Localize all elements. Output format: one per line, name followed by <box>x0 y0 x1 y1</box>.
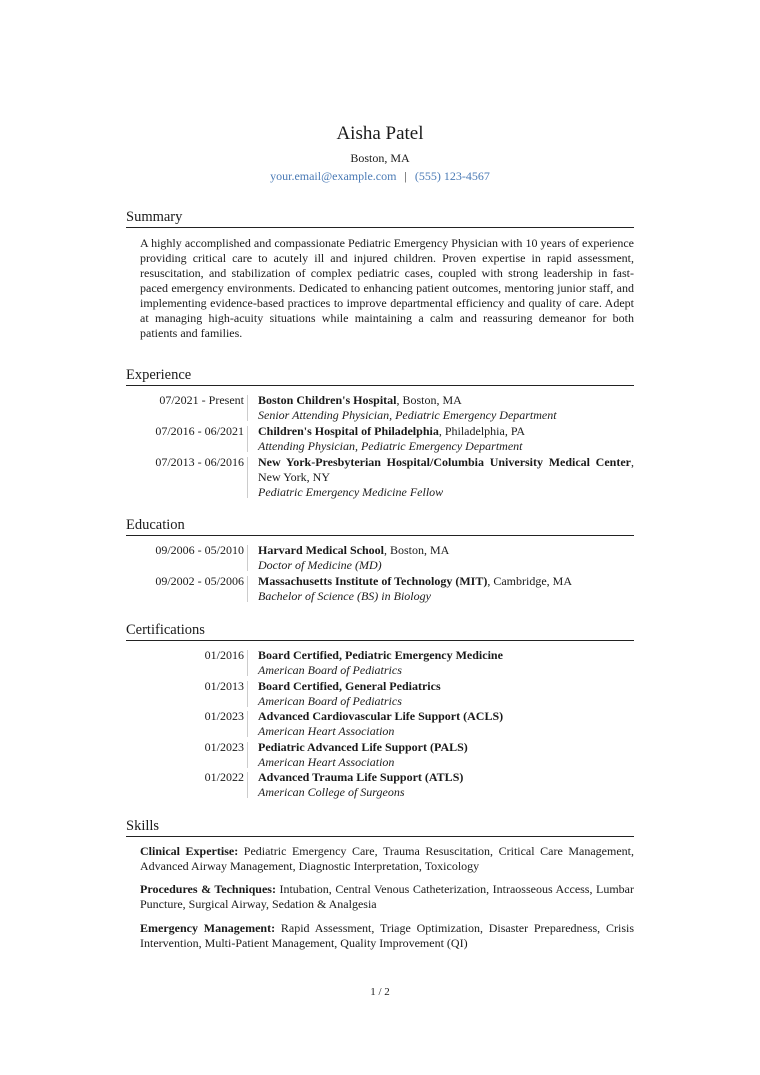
certification-entry <box>258 770 634 800</box>
skill-group <box>140 882 634 912</box>
job-title: Pediatric Emergency Medicine Fellow <box>258 485 444 499</box>
experience-entry <box>258 424 634 454</box>
experience-date: 07/2021 - Present <box>159 393 244 407</box>
skill-group <box>140 921 634 951</box>
summary-text: A highly accomplished and compassionate Pediatric Emergency Physician with 10 years of experience providing critical care to acutely ill and injured children. Proven expertise in rapid assessment, resuscitation, and stabilization of complex pediatric cases, coupled with strong leadership in fast-paced emergency environments. Dedicated to enhancing patient outcomes, mentoring junior staff, and implementing evidence-based practices to improve departmental efficiency and quality of care. Adept at managing high-acuity situations while maintaining a calm and reassuring demeanor for both patients and families. <box>140 236 634 340</box>
employer-name: Boston Children's Hospital <box>258 393 397 407</box>
entry-divider <box>247 395 248 421</box>
certification-entry <box>258 648 634 678</box>
certification-name: Board Certified, Pediatric Emergency Medicine <box>258 648 503 662</box>
email-link[interactable]: your.email@example.com <box>270 169 397 183</box>
skill-group-label: Emergency Management: <box>140 921 276 935</box>
contact-line <box>0 168 760 184</box>
education-date: 09/2002 - 05/2006 <box>155 574 244 588</box>
education-entry <box>258 574 634 604</box>
employer-location: , Philadelphia, PA <box>438 424 526 438</box>
certification-entry <box>258 709 634 739</box>
education-date: 09/2006 - 05/2010 <box>155 543 244 557</box>
job-title: Senior Attending Physician, Pediatric Emergency Department <box>258 408 557 422</box>
school-name: Massachusetts Institute of Technology (MIT) <box>258 574 488 588</box>
certification-date: 01/2022 <box>204 770 244 784</box>
entry-divider <box>247 545 248 571</box>
skill-group-text: Pediatric Emergency Care, Trauma Resuscitation, Critical Care Management, Advanced Airway Management, Diagnostic Interpretation, Toxicology <box>140 844 635 873</box>
entry-divider <box>247 426 248 452</box>
certification-name: Board Certified, General Pediatrics <box>258 679 441 693</box>
experience-entry <box>258 393 634 423</box>
person-name: Aisha Patel <box>336 123 424 144</box>
certifications-heading: Certifications <box>126 621 634 641</box>
entry-divider <box>247 576 248 602</box>
entry-divider <box>247 711 248 737</box>
degree: Bachelor of Science (BS) in Biology <box>258 589 431 603</box>
certification-entry <box>258 740 634 770</box>
employer-location: , New York, NY <box>258 455 634 484</box>
experience-date: 07/2016 - 06/2021 <box>155 424 244 438</box>
employer-location: , Boston, MA <box>396 393 462 407</box>
summary-heading: Summary <box>126 208 634 228</box>
location: Boston, MA <box>350 151 410 165</box>
certification-name: Advanced Cardiovascular Life Support (ACLS) <box>258 709 504 723</box>
certification-name: Pediatric Advanced Life Support (PALS) <box>258 740 468 754</box>
entry-divider <box>247 772 248 798</box>
certification-date: 01/2013 <box>204 679 244 693</box>
school-name: Harvard Medical School <box>258 543 384 557</box>
page-number: 1 / 2 <box>370 986 390 998</box>
certification-issuer: American Heart Association <box>258 724 395 738</box>
experience-date: 07/2013 - 06/2016 <box>155 455 244 469</box>
skill-group-text: Rapid Assessment, Triage Optimization, Disaster Preparedness, Crisis Intervention, Multi-Patient Management, Quality Improvement (QI) <box>140 921 634 950</box>
school-location: , Boston, MA <box>384 543 450 557</box>
skill-group-text: Intubation, Central Venous Catheterization, Intraosseous Access, Lumbar Puncture, Surgical Airway, Sedation & Analgesia <box>140 882 634 911</box>
phone-link[interactable]: (555) 123-4567 <box>414 169 490 183</box>
employer-name: Children's Hospital of Philadelphia <box>258 424 439 438</box>
school-location: , Cambridge, MA <box>487 574 572 588</box>
experience-heading: Experience <box>126 366 634 386</box>
education-heading: Education <box>126 516 634 536</box>
certification-issuer: American College of Surgeons <box>258 785 405 799</box>
entry-divider <box>247 742 248 768</box>
job-title: Attending Physician, Pediatric Emergency Department <box>258 439 523 453</box>
skills-heading: Skills <box>126 817 634 837</box>
certification-issuer: American Board of Pediatrics <box>258 694 402 708</box>
certification-issuer: American Heart Association <box>258 755 395 769</box>
certification-issuer: American Board of Pediatrics <box>258 663 402 677</box>
experience-entry <box>258 455 634 500</box>
education-entry <box>258 543 634 573</box>
entry-divider <box>247 681 248 707</box>
skill-group-label: Procedures & Techniques: <box>140 882 276 896</box>
resume-header <box>0 122 760 184</box>
entry-divider <box>247 650 248 676</box>
skill-group-label: Clinical Expertise: <box>140 844 239 858</box>
contact-separator: | <box>404 169 407 183</box>
degree: Doctor of Medicine (MD) <box>258 558 382 572</box>
certification-entry <box>258 679 634 709</box>
certification-date: 01/2016 <box>204 648 244 662</box>
certification-date: 01/2023 <box>204 740 244 754</box>
certification-name: Advanced Trauma Life Support (ATLS) <box>258 770 464 784</box>
skill-group <box>140 844 634 874</box>
entry-divider <box>247 457 248 498</box>
employer-name: New York-Presbyterian Hospital/Columbia University Medical Center <box>258 455 631 469</box>
certification-date: 01/2023 <box>204 709 244 723</box>
